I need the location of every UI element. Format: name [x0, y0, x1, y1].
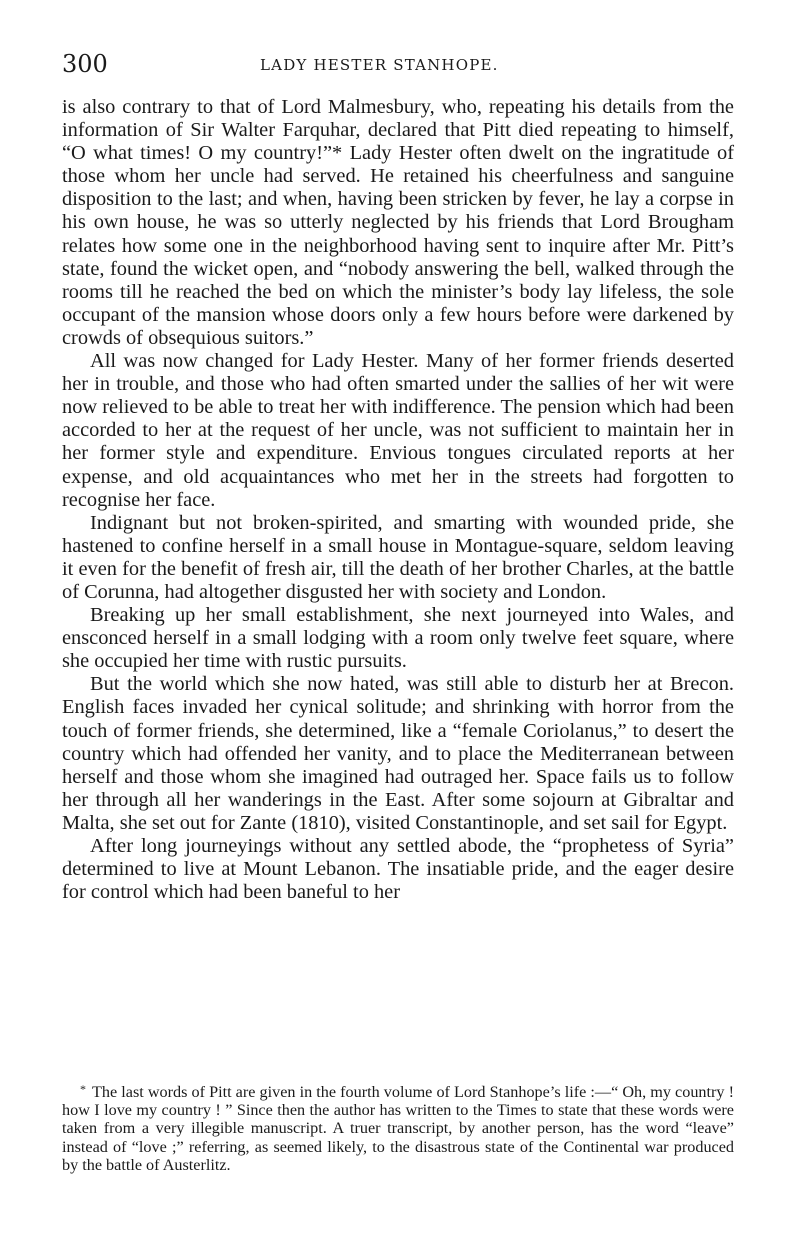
paragraph: is also contrary to that of Lord Malmesbury, who, repeating his details from the information of Sir Walter Farquhar, declared that Pitt died repeating to himself, “O what times! O my country!”* Lady Hester often dwelt on the ingratitude of those whom her uncle had served. He retained his cheerfulness and sanguine disposition to the last; and when, having been stricken by fever, he lay a corpse in his own house, he was so utterly neglected by his friends that Lord Brougham relates how some one in the neighborhood having sent to inquire after Mr. Pitt’s state, found the wicket open, and “nobody answering the bell, walked through the rooms till he reached the bed on which the minister’s body lay lifeless, the sole occupant of the mansion whose doors only a few hours before were darkened by crowds of obsequious suitors.” [62, 96, 734, 349]
paragraph: All was now changed for Lady Hester. Many of her former friends deserted her in trouble, and those who had often smarted under the sallies of her wit were now relieved to be able to treat her with indifference. The pension which had been accorded to her at the request of her uncle, was not sufficient to maintain her in her former style and expenditure. Envious tongues circulated reports at her expense, and old acquaintances who met her in the streets had forgotten to recognise her face. [62, 350, 734, 511]
paragraph: Indignant but not broken-spirited, and smarting with wounded pride, she hastened to confine herself in a small house in Montague-square, seldom leaving it even for the benefit of fresh air, till the death of her brother Charles, at the battle of Corunna, had altogether disgusted her with society and London. [62, 511, 734, 603]
paragraph: After long journeyings without any settled abode, the “prophetess of Syria” determined to live at Mount Lebanon. The insatiable pride, and the eager desire for control which had been baneful to her [62, 835, 734, 904]
footnote [62, 1080, 734, 1174]
body-text [62, 96, 734, 904]
page-number: 300 [62, 50, 108, 78]
footnote-marker: * [80, 1082, 86, 1096]
running-title: LADY HESTER STANHOPE. [260, 56, 499, 74]
page-header [62, 50, 742, 82]
footnote-text: The last words of Pitt are given in the fourth volume of Lord Stanhope’s life :—“ Oh, my country ! how I love my country ! ” Since then the author has written to the Times to state that these words were taken from a very illegible manuscript. A truer transcript, by another person, has the word “leave” instead of “love ;” referring, as seemed likely, to the disastrous state of the Continental war produced by the battle of Austerlitz. [62, 1083, 734, 1174]
footnote-paragraph [62, 1080, 734, 1174]
paragraph: Breaking up her small establishment, she next journeyed into Wales, and ensconced herself in a small lodging with a room only twelve feet square, where she occupied her time with rustic pursuits. [62, 604, 734, 673]
paragraph: But the world which she now hated, was still able to disturb her at Brecon. English faces invaded her cynical solitude; and shrinking with horror from the touch of former friends, she determined, like a “female Coriolanus,” to desert the country which had offended her vanity, and to place the Mediterranean between herself and those whom she imagined had outraged her. Space fails us to follow her through all her wanderings in the East. After some sojourn at Gibraltar and Malta, she set out for Zante (1810), visited Constantinople, and set sail for Egypt. [62, 673, 734, 834]
